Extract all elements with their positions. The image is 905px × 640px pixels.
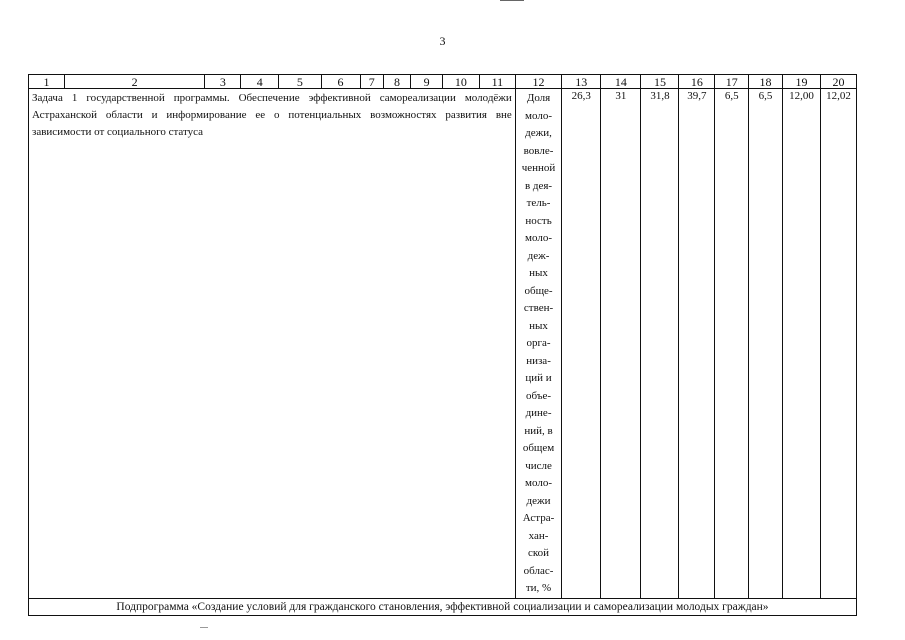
indicator-line: обще- <box>524 284 553 297</box>
indicator-line: дежи, <box>525 127 552 139</box>
column-header: 8 <box>383 75 410 89</box>
column-header: 3 <box>205 75 241 89</box>
value-cell: 26,3 <box>562 89 601 599</box>
column-header: 6 <box>321 75 360 89</box>
indicator-line: Астра- <box>522 512 555 524</box>
indicator-line: моло- <box>525 109 553 122</box>
indicator-line: хан- <box>528 529 549 542</box>
indicator-line: Доля <box>526 92 551 104</box>
indicator-line: вовле- <box>523 144 554 157</box>
page-number: 3 <box>439 34 446 48</box>
indicator-line: числе <box>525 459 552 472</box>
indicator-line: моло- <box>525 232 553 244</box>
column-header: 20 <box>820 75 856 89</box>
value-cell: 39,7 <box>679 89 715 599</box>
column-header: 12 <box>515 75 561 89</box>
indicator-line: ных <box>529 267 548 279</box>
indicator-line: ствен- <box>523 302 554 314</box>
indicator-line: ных <box>529 319 548 332</box>
value-cell: 6,5 <box>749 89 783 599</box>
column-header: 13 <box>562 75 601 89</box>
indicator-line: тель- <box>526 197 551 209</box>
indicator-line: ций и <box>525 372 552 384</box>
bottom-scan-mark <box>200 627 208 628</box>
value-cell: 31 <box>601 89 641 599</box>
indicator-line: в дея- <box>524 179 553 192</box>
column-header: 5 <box>279 75 321 89</box>
indicator-line: ти, % <box>525 582 552 594</box>
indicator-line: низа- <box>526 354 551 367</box>
column-header: 9 <box>411 75 443 89</box>
column-header: 7 <box>360 75 383 89</box>
value-cell: 31,8 <box>641 89 679 599</box>
indicator-name <box>515 89 561 599</box>
column-header: 4 <box>241 75 279 89</box>
column-header: 1 <box>29 75 65 89</box>
indicator-line: ской <box>528 547 550 559</box>
column-header: 11 <box>479 75 515 89</box>
indicator-line: ченной <box>521 162 556 174</box>
indicator-line: ний, в <box>524 424 553 437</box>
indicator-line: деж- <box>527 249 550 262</box>
indicator-line: общем <box>522 442 555 454</box>
column-number-row <box>29 75 857 89</box>
task-description: Задача 1 государственной программы. Обеспечение эффективной самореализации молодёжи Астраханской области и информирование ее о потенциальных возможностях развития вне зависимости от социального статуса <box>29 89 516 599</box>
indicator-line: орга- <box>526 337 551 349</box>
indicator-line: дине- <box>525 407 552 419</box>
indicator-table <box>28 74 857 616</box>
value-cell: 6,5 <box>715 89 749 599</box>
value-cell: 12,00 <box>782 89 820 599</box>
indicator-line: дежи <box>526 494 551 507</box>
column-header: 18 <box>749 75 783 89</box>
column-header: 16 <box>679 75 715 89</box>
subprogram-row <box>29 598 857 615</box>
indicator-line: ность <box>525 214 552 227</box>
column-header: 2 <box>64 75 204 89</box>
column-header: 15 <box>641 75 679 89</box>
column-header: 10 <box>442 75 479 89</box>
subprogram-title: Подпрограмма «Создание условий для гражданского становления, эффективной социализации и самореализации молодых граждан» <box>29 598 857 615</box>
column-header: 19 <box>782 75 820 89</box>
column-header: 17 <box>715 75 749 89</box>
task-row <box>29 89 857 599</box>
top-scan-mark <box>500 0 524 1</box>
indicator-line: облас- <box>523 564 554 577</box>
value-cell: 12,02 <box>820 89 856 599</box>
indicator-line: объе- <box>526 389 552 402</box>
indicator-line: моло- <box>525 477 553 489</box>
column-header: 14 <box>601 75 641 89</box>
